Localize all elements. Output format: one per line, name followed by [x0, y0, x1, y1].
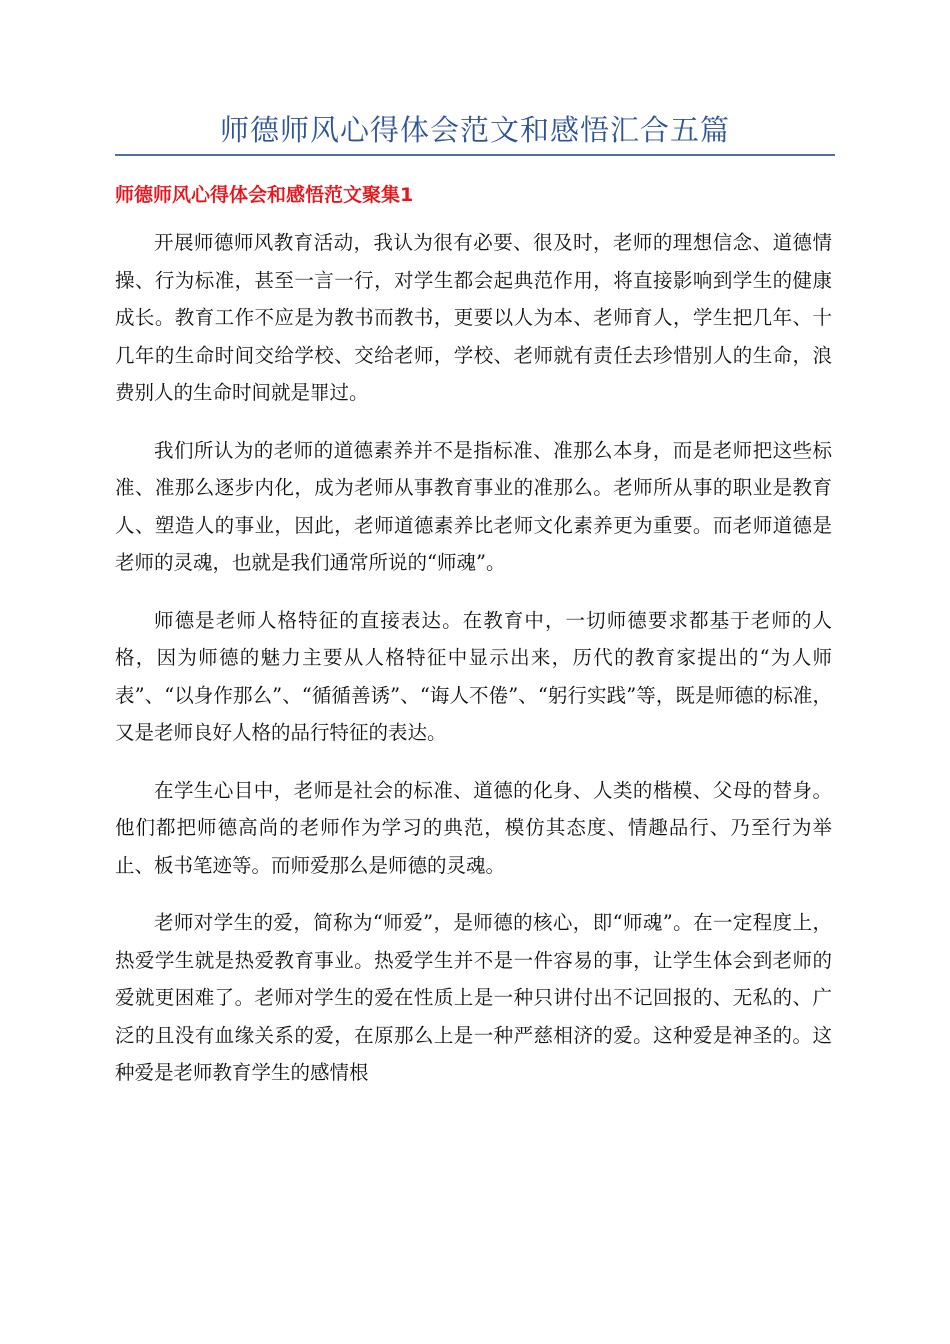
title-underline	[115, 154, 835, 156]
paragraph-4: 在学生心目中，老师是社会的标准、道德的化身、人类的楷模、父母的替身。他们都把师德高尚的老师作为学习的典范，模仿其态度、情趣品行、乃至行为举止、板书笔迹等。而师爱那么是师德的灵魂。	[115, 778, 832, 877]
paragraph-3: 师德是老师人格特征的直接表达。在教育中，一切师德要求都基于老师的人格，因为师德的魅力主要从人格特征中显示出来，历代的教育家提出的“为人师表”、“以身作那么”、“循循善诱”、“诲人不倦”、“躬行实践”等，既是师德的标准，又是老师良好人格的品行特征的表达。	[115, 608, 832, 744]
section-heading: 师德师风心得体会和感悟范文聚集1	[115, 184, 414, 206]
document-body	[115, 224, 832, 1112]
paragraph-1: 开展师德师风教育活动，我认为很有必要、很及时，老师的理想信念、道德情操、行为标准，甚至一言一行，对学生都会起典范作用，将直接影响到学生的健康成长。教育工作不应是为教书而教书，更要以人为本、老师育人，学生把几年、十几年的生命时间交给学校、交给老师，学校、老师就有责任去珍惜别人的生命，浪费别人的生命时间就是罪过。	[115, 231, 832, 404]
paragraph-5: 老师对学生的爱，简称为“师爱”，是师德的核心，即“师魂”。在一定程度上，热爱学生就是热爱教育事业。热爱学生并不是一件容易的事，让学生体会到老师的爱就更困难了。老师对学生的爱在性质上是一种只讲付出不记回报的、无私的、广泛的且没有血缘关系的爱，在原那么上是一种严慈相济的爱。这种爱是神圣的。这种爱是老师教育学生的感情根	[115, 911, 832, 1084]
document-title: 师德师风心得体会范文和感悟汇合五篇	[219, 113, 730, 147]
paragraph-2: 我们所认为的老师的道德素养并不是指标准、准那么本身，而是老师把这些标准、准那么逐步内化，成为老师从事教育事业的准那么。老师所从事的职业是教育人、塑造人的事业，因此，老师道德素养比老师文化素养更为重要。而老师道德是老师的灵魂，也就是我们通常所说的“师魂”。	[115, 438, 832, 574]
